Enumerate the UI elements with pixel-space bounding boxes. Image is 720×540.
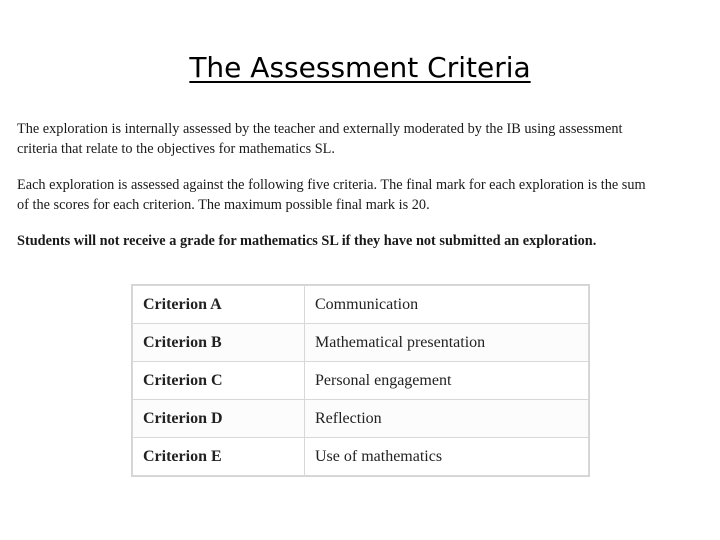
table-row — [133, 324, 589, 362]
table-row — [133, 286, 589, 324]
criteria-table — [132, 285, 589, 476]
slide-title-text: The Assessment Criteria — [189, 51, 531, 84]
criteria-paragraph — [17, 175, 715, 215]
table-row — [133, 400, 589, 438]
criteria-line-2: of the scores for each criterion. The maximum possible final mark is 20. — [17, 197, 430, 213]
criterion-name: Criterion C — [133, 362, 305, 400]
criterion-description: Use of mathematics — [305, 438, 589, 476]
grade-warning: Students will not receive a grade for mathematics SL if they have not submitted an exploration. — [17, 233, 597, 249]
table-row — [133, 362, 589, 400]
intro-paragraph — [17, 119, 715, 159]
criterion-description: Mathematical presentation — [305, 324, 589, 362]
criterion-name: Criterion D — [133, 400, 305, 438]
criterion-name: Criterion A — [133, 286, 305, 324]
criterion-description: Reflection — [305, 400, 589, 438]
criteria-line-1: Each exploration is assessed against the following five criteria. The final mark for each exploration is the sum — [17, 177, 646, 193]
intro-line-1: The exploration is internally assessed by the teacher and externally moderated by the IB using assessment — [17, 121, 623, 137]
intro-line-2: criteria that relate to the objectives for mathematics SL. — [17, 141, 335, 157]
criterion-name: Criterion E — [133, 438, 305, 476]
table-row — [133, 438, 589, 476]
criterion-description: Personal engagement — [305, 362, 589, 400]
criterion-description: Communication — [305, 286, 589, 324]
slide-title — [0, 50, 720, 86]
criterion-name: Criterion B — [133, 324, 305, 362]
